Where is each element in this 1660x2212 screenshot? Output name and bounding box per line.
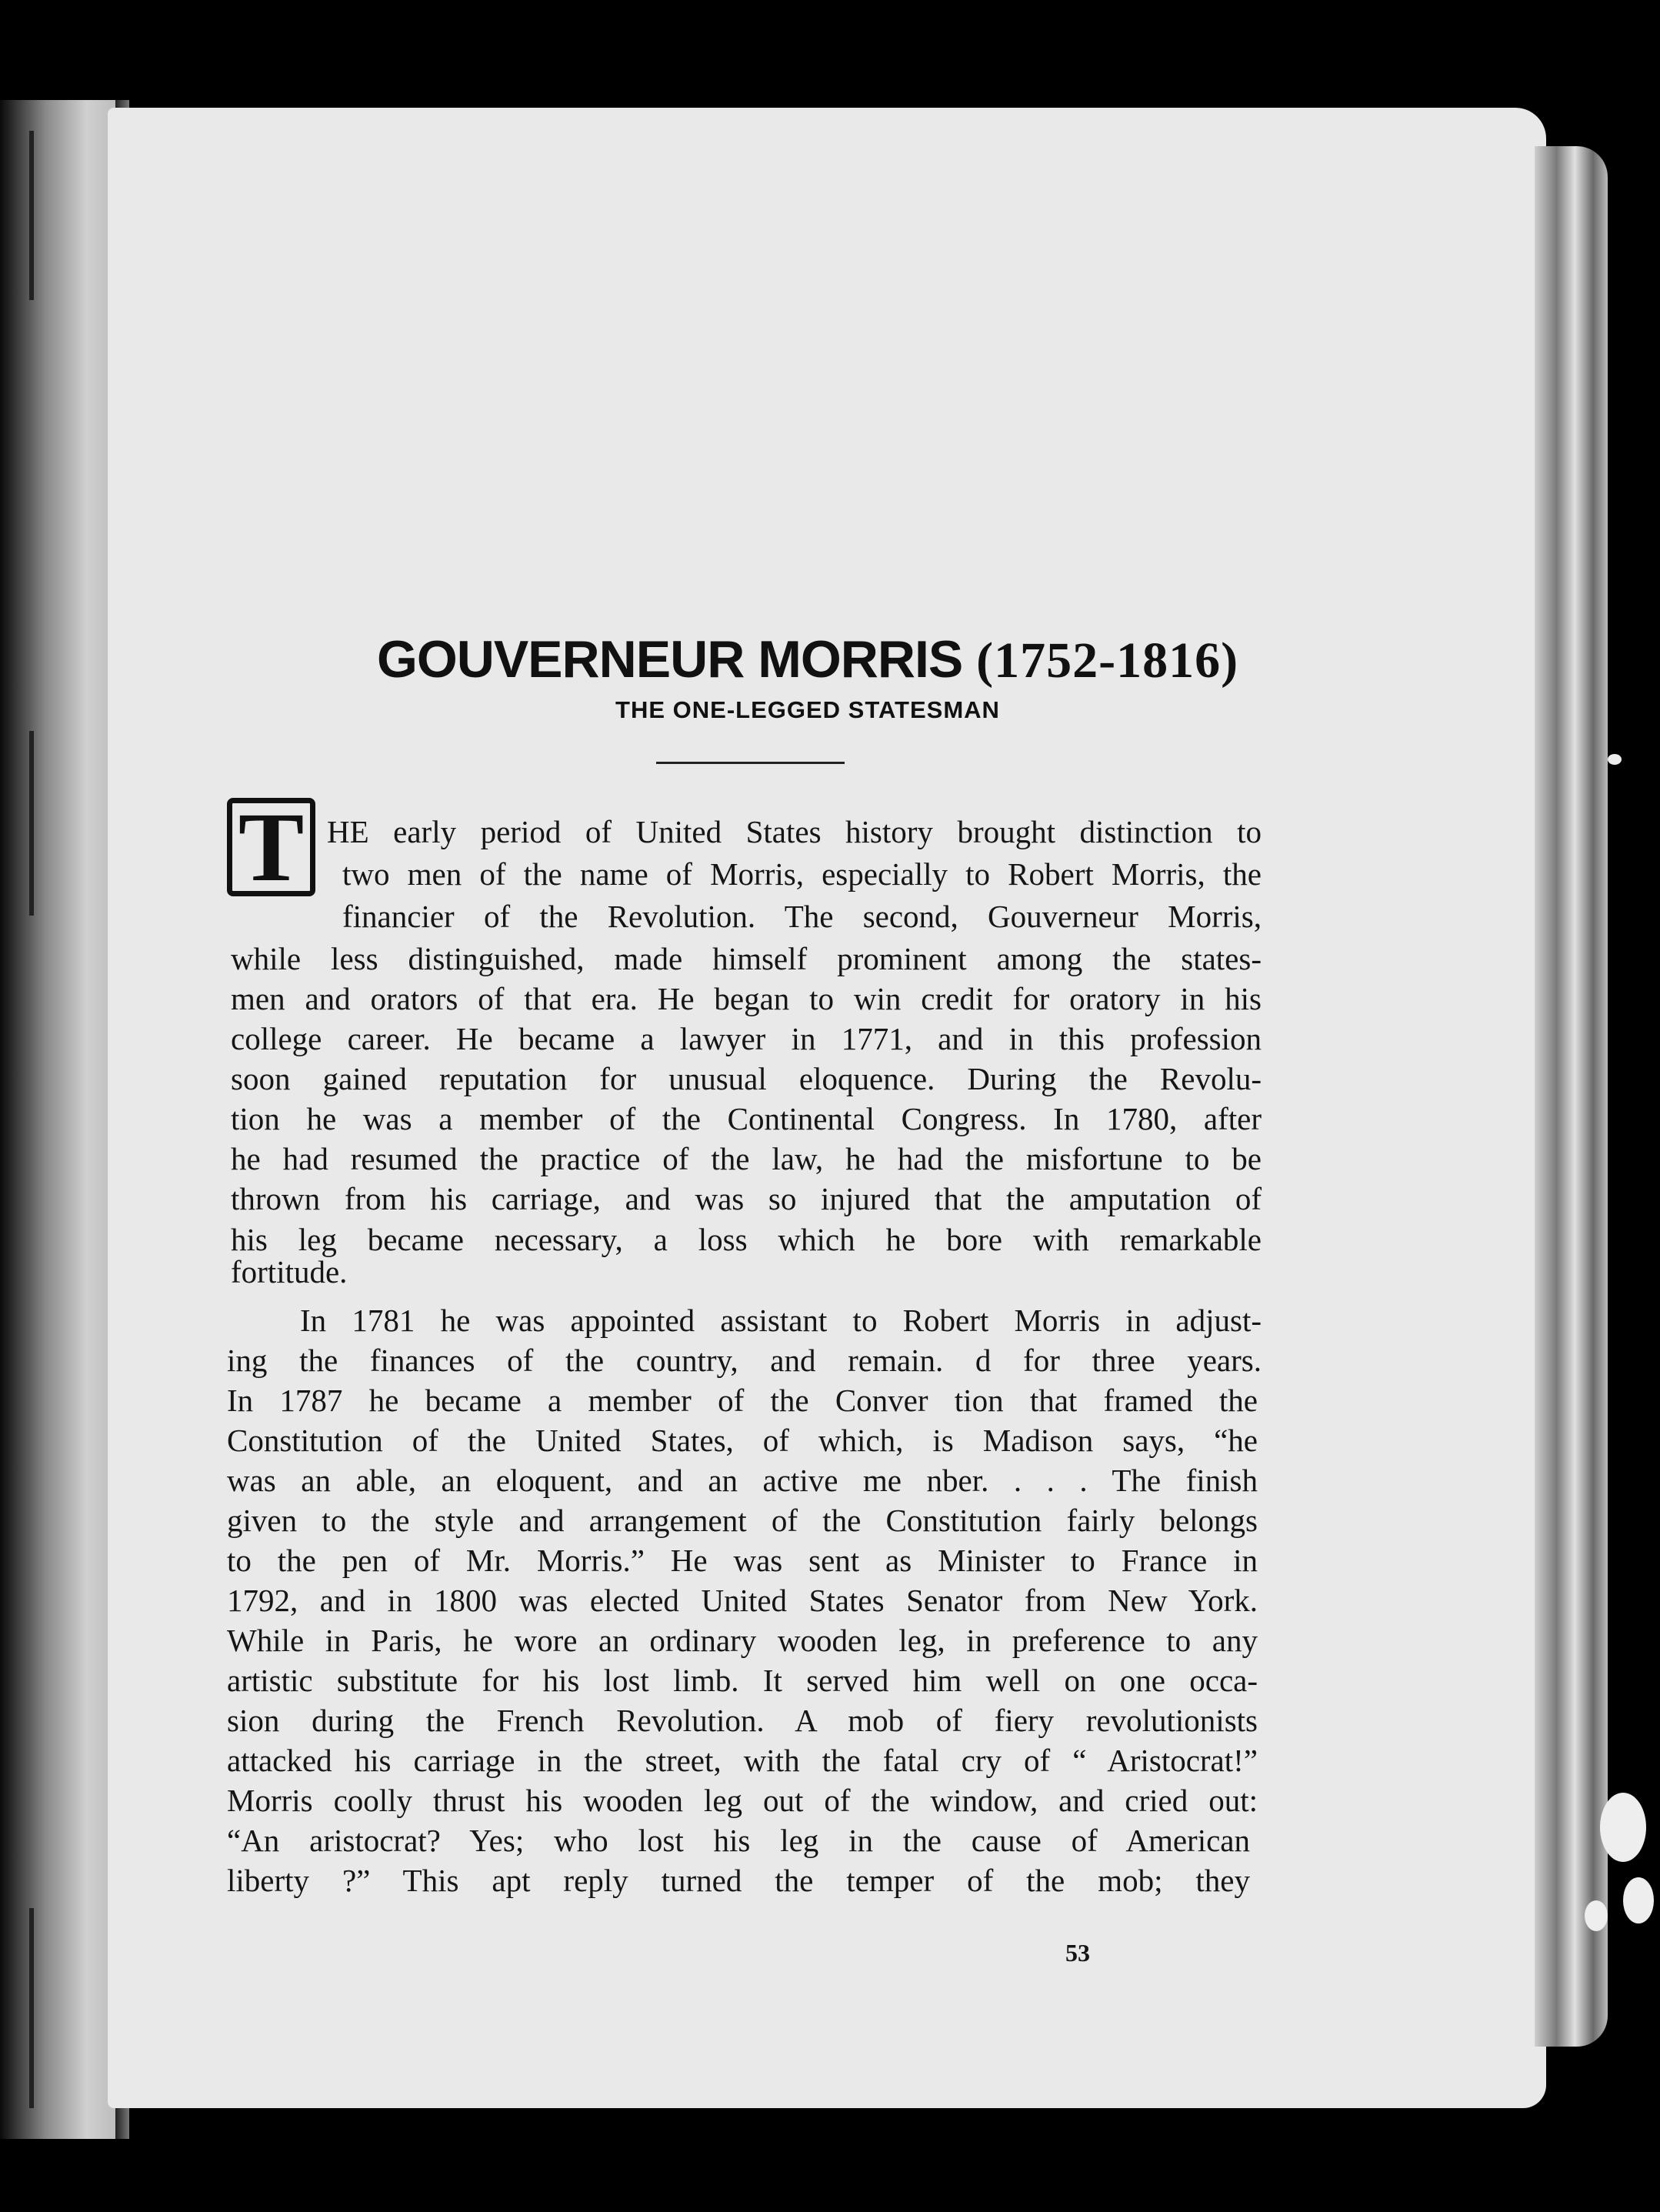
text-line: was an able, an eloquent, and an active me nber. . . . The finish xyxy=(227,1463,1258,1498)
text-line: ing the finances of the country, and remain. d for three years. xyxy=(227,1343,1262,1378)
text-line: men and orators of that era. He began to win credit for oratory in his xyxy=(231,981,1262,1016)
text-line: attacked his carriage in the street, with the fatal cry of “ Aristocrat!” xyxy=(227,1743,1258,1778)
text-line: tion he was a member of the Continental Congress. In 1780, after xyxy=(231,1101,1262,1136)
text-line: fortitude. xyxy=(231,1254,348,1289)
page-shadow-mark xyxy=(29,1908,34,2108)
text-line: liberty ?” This apt reply turned the temper of the mob; they xyxy=(227,1863,1250,1898)
facing-page-edge xyxy=(0,100,118,2139)
page-title xyxy=(154,629,1462,690)
text-line: While in Paris, he wore an ordinary wooden leg, in preference to any xyxy=(227,1623,1258,1658)
text-line: while less distinguished, made himself prominent among the states- xyxy=(231,941,1262,976)
text-line: to the pen of Mr. Morris.” He was sent as Minister to France in xyxy=(227,1543,1258,1578)
title-years: (1752-1816) xyxy=(976,632,1239,689)
text-line: his leg became necessary, a loss which he bore with remarkable xyxy=(231,1222,1262,1257)
drop-cap: T xyxy=(227,798,315,896)
page-shadow-mark xyxy=(29,131,34,300)
page-shadow-mark xyxy=(29,731,34,916)
page-subtitle: THE ONE-LEGGED STATESMAN xyxy=(615,696,1000,723)
text-line: he had resumed the practice of the law, he had the misfortune to be xyxy=(231,1141,1262,1176)
text-line: HE early period of United States history brought distinction to xyxy=(327,814,1262,849)
text-line: artistic substitute for his lost limb. It served him well on one occa- xyxy=(227,1663,1258,1698)
text-line: 1792, and in 1800 was elected United States Senator from New York. xyxy=(227,1583,1258,1618)
scan-speck xyxy=(1623,1877,1654,1923)
scan-speck xyxy=(1585,1900,1608,1931)
title-name: GOUVERNEUR MORRIS xyxy=(376,630,963,689)
scan-speck xyxy=(1600,1793,1646,1862)
page-number: 53 xyxy=(1065,1939,1090,1967)
text-line: Morris coolly thrust his wooden leg out of the window, and cried out: xyxy=(227,1783,1258,1818)
text-line: “An aristocrat? Yes; who lost his leg in the cause of American xyxy=(227,1823,1250,1858)
page-stack-edge xyxy=(1535,146,1608,2047)
text-line: sion during the French Revolution. A mob of fiery revolutionists xyxy=(227,1703,1258,1738)
text-line: soon gained reputation for unusual eloquence. During the Revolu- xyxy=(231,1061,1262,1096)
text-line: thrown from his carriage, and was so injured that the amputation of xyxy=(231,1181,1262,1216)
text-line: financier of the Revolution. The second, Gouverneur Morris, xyxy=(342,899,1262,934)
text-line: two men of the name of Morris, especially to Robert Morris, the xyxy=(342,856,1262,892)
text-line: college career. He became a lawyer in 1771, and in this profession xyxy=(231,1021,1262,1056)
text-line: In 1781 he was appointed assistant to Robert Morris in adjust- xyxy=(300,1303,1262,1338)
scan-speck xyxy=(1608,754,1622,765)
text-line: Constitution of the United States, of which, is Madison says, “he xyxy=(227,1423,1258,1458)
text-line: given to the style and arrangement of the Constitution fairly belongs xyxy=(227,1503,1258,1538)
title-divider xyxy=(656,762,845,764)
text-line: In 1787 he became a member of the Conver tion that framed the xyxy=(227,1383,1258,1418)
